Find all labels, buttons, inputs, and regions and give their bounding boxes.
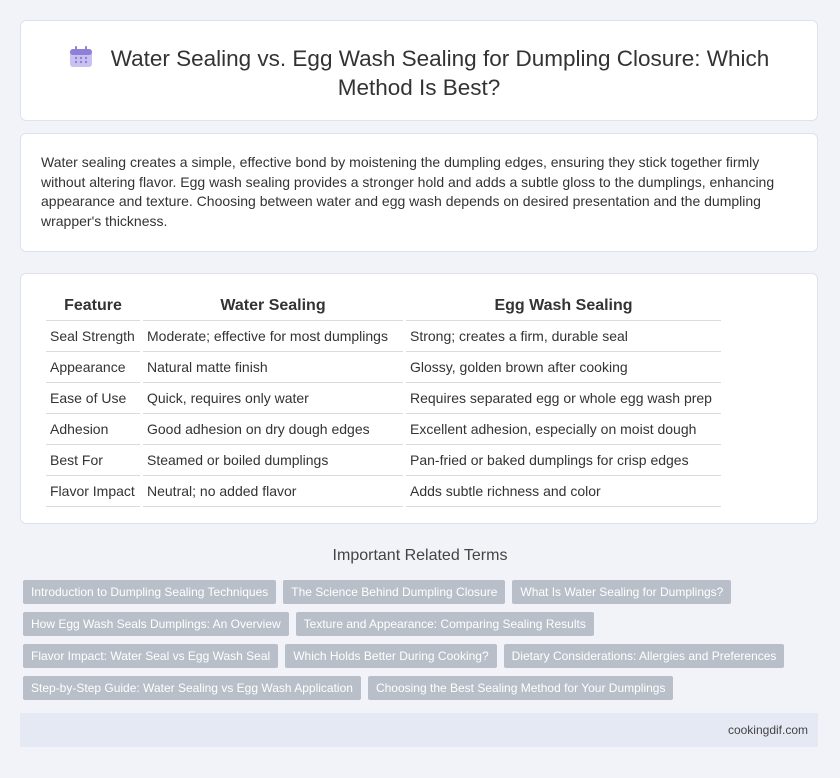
row-water: Moderate; effective for most dumplings [143, 321, 403, 352]
row-water: Quick, requires only water [143, 383, 403, 414]
related-term-link[interactable]: Step-by-Step Guide: Water Sealing vs Egg Wash Application [23, 676, 361, 700]
comparison-card [20, 273, 818, 524]
row-water: Steamed or boiled dumplings [143, 445, 403, 476]
header-feature: Feature [46, 292, 140, 321]
related-term-link[interactable]: Which Holds Better During Cooking? [285, 644, 496, 668]
related-term-link[interactable]: Introduction to Dumpling Sealing Techniques [23, 580, 276, 604]
row-egg: Excellent adhesion, especially on moist dough [406, 414, 721, 445]
row-feature: Adhesion [46, 414, 140, 445]
related-term-link[interactable]: What Is Water Sealing for Dumplings? [512, 580, 731, 604]
tag-row [23, 612, 823, 636]
header-egg-wash-sealing: Egg Wash Sealing [406, 292, 721, 321]
related-term-link[interactable]: Flavor Impact: Water Seal vs Egg Wash Seal [23, 644, 278, 668]
row-egg: Glossy, golden brown after cooking [406, 352, 721, 383]
related-terms-list [23, 580, 823, 708]
intro-text: Water sealing creates a simple, effective bond by moistening the dumpling edges, ensuring they stick together firmly without altering flavor. Egg wash sealing provides a stronger hold and adds a subtle gloss to the dumplings, enhancing appearance and texture. Choosing between water and egg wash depends on desired presentation and the dumpling wrapper's thickness. [41, 154, 775, 229]
page-title: Water Sealing vs. Egg Wash Sealing for Dumpling Closure: Which Method Is Best? [110, 46, 770, 100]
table-row [46, 476, 721, 507]
related-term-link[interactable]: How Egg Wash Seals Dumplings: An Overview [23, 612, 289, 636]
table-row [46, 352, 721, 383]
related-term-link[interactable]: Choosing the Best Sealing Method for Your Dumplings [368, 676, 674, 700]
table-row [46, 414, 721, 445]
calendar-icon [69, 46, 93, 68]
row-feature: Flavor Impact [46, 476, 140, 507]
row-feature: Ease of Use [46, 383, 140, 414]
tag-row [23, 676, 823, 700]
title-card [20, 20, 818, 121]
row-feature: Appearance [46, 352, 140, 383]
row-feature: Best For [46, 445, 140, 476]
table-row [46, 321, 721, 352]
footer [20, 713, 818, 747]
intro-card [20, 133, 818, 252]
comparison-table [43, 292, 724, 507]
page-title-wrap [21, 44, 817, 102]
row-egg: Requires separated egg or whole egg wash prep [406, 383, 721, 414]
row-egg: Pan-fried or baked dumplings for crisp edges [406, 445, 721, 476]
tag-row [23, 580, 823, 604]
row-egg: Adds subtle richness and color [406, 476, 721, 507]
tag-row [23, 644, 823, 668]
row-water: Natural matte finish [143, 352, 403, 383]
related-term-link[interactable]: Texture and Appearance: Comparing Sealing Results [296, 612, 594, 636]
table-row [46, 383, 721, 414]
row-water: Good adhesion on dry dough edges [143, 414, 403, 445]
table-header-row [46, 292, 721, 321]
row-egg: Strong; creates a firm, durable seal [406, 321, 721, 352]
row-water: Neutral; no added flavor [143, 476, 403, 507]
site-name[interactable]: cookingdif.com [727, 723, 808, 737]
table-row [46, 445, 721, 476]
related-terms-title: Important Related Terms [332, 547, 508, 564]
row-feature: Seal Strength [46, 321, 140, 352]
header-water-sealing: Water Sealing [143, 292, 403, 321]
related-term-link[interactable]: The Science Behind Dumpling Closure [283, 580, 505, 604]
related-term-link[interactable]: Dietary Considerations: Allergies and Preferences [504, 644, 785, 668]
